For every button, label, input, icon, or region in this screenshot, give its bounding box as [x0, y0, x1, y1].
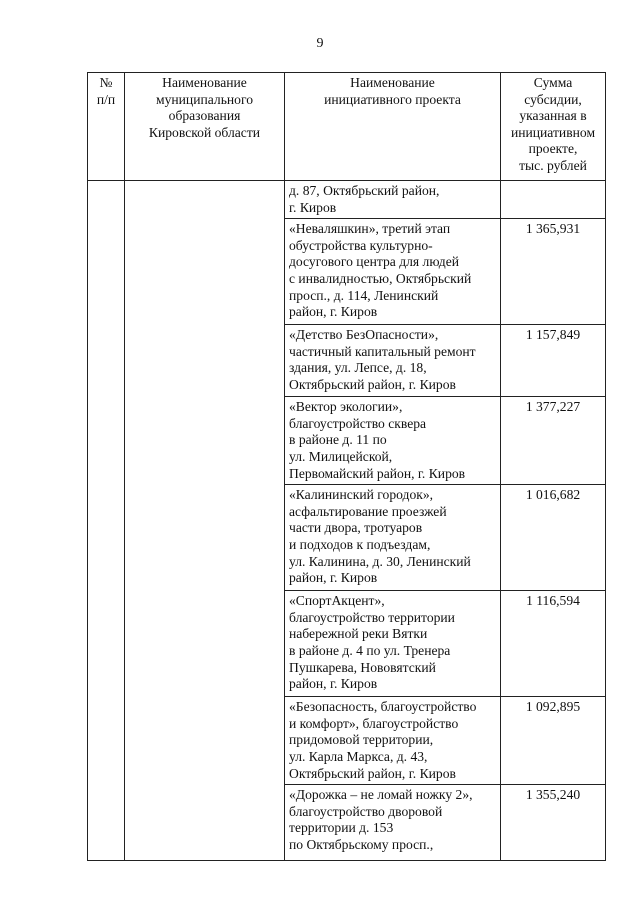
project-name-cell: «Вектор экологии», благоустройство сквера в районе д. 11 по ул. Милицейской, Первомайский район, г. Киров: [285, 397, 501, 485]
project-name-cell: «Детство БезОпасности», частичный капитальный ремонт здания, ул. Лепсе, д. 18, Октябрьский район, г. Киров: [285, 325, 501, 397]
row-num-cell: [88, 181, 125, 861]
subsidy-sum-cell: 1 016,682: [501, 485, 606, 591]
page-number: 9: [316, 36, 324, 51]
table-row: [88, 181, 606, 219]
projects-table: [87, 72, 606, 861]
subsidy-sum-cell: 1 092,895: [501, 697, 606, 785]
subsidy-sum-cell: 1 355,240: [501, 785, 606, 861]
table-header-row: [88, 73, 606, 181]
header-num: № п/п: [88, 73, 125, 181]
header-sum: Сумма субсидии, указанная в инициативном проекте, тыс. рублей: [501, 73, 606, 181]
project-name-cell: «Калининский городок», асфальтирование проезжей части двора, тротуаров и подходов к подъездам, ул. Калинина, д. 30, Ленинский район, г. Киров: [285, 485, 501, 591]
project-name-cell: «Безопасность, благоустройство и комфорт», благоустройство придомовой территории, ул. Карла Маркса, д. 43, Октябрьский район, г. Киров: [285, 697, 501, 785]
project-name-cell: «СпортАкцент», благоустройство территории набережной реки Вятки в районе д. 4 по ул. Тренера Пушкарева, Нововятский район, г. Киров: [285, 591, 501, 697]
header-project: Наименование инициативного проекта: [285, 73, 501, 181]
row-municipality-cell: [125, 181, 285, 861]
subsidy-sum-cell: 1 157,849: [501, 325, 606, 397]
subsidy-sum-cell: 1 365,931: [501, 219, 606, 325]
project-name-cell: «Дорожка – не ломай ножку 2», благоустройство дворовой территории д. 153 по Октябрьскому просп.,: [285, 785, 501, 861]
header-municipality: Наименование муниципального образования Кировской области: [125, 73, 285, 181]
subsidy-sum-cell: 1 116,594: [501, 591, 606, 697]
subsidy-sum-cell: 1 377,227: [501, 397, 606, 485]
project-name-cell: «Неваляшкин», третий этап обустройства культурно- досугового центра для людей с инвалидностью, Октябрьский просп., д. 114, Ленинский район, г. Киров: [285, 219, 501, 325]
project-name-cell: д. 87, Октябрьский район, г. Киров: [285, 181, 501, 219]
subsidy-sum-cell: [501, 181, 606, 219]
